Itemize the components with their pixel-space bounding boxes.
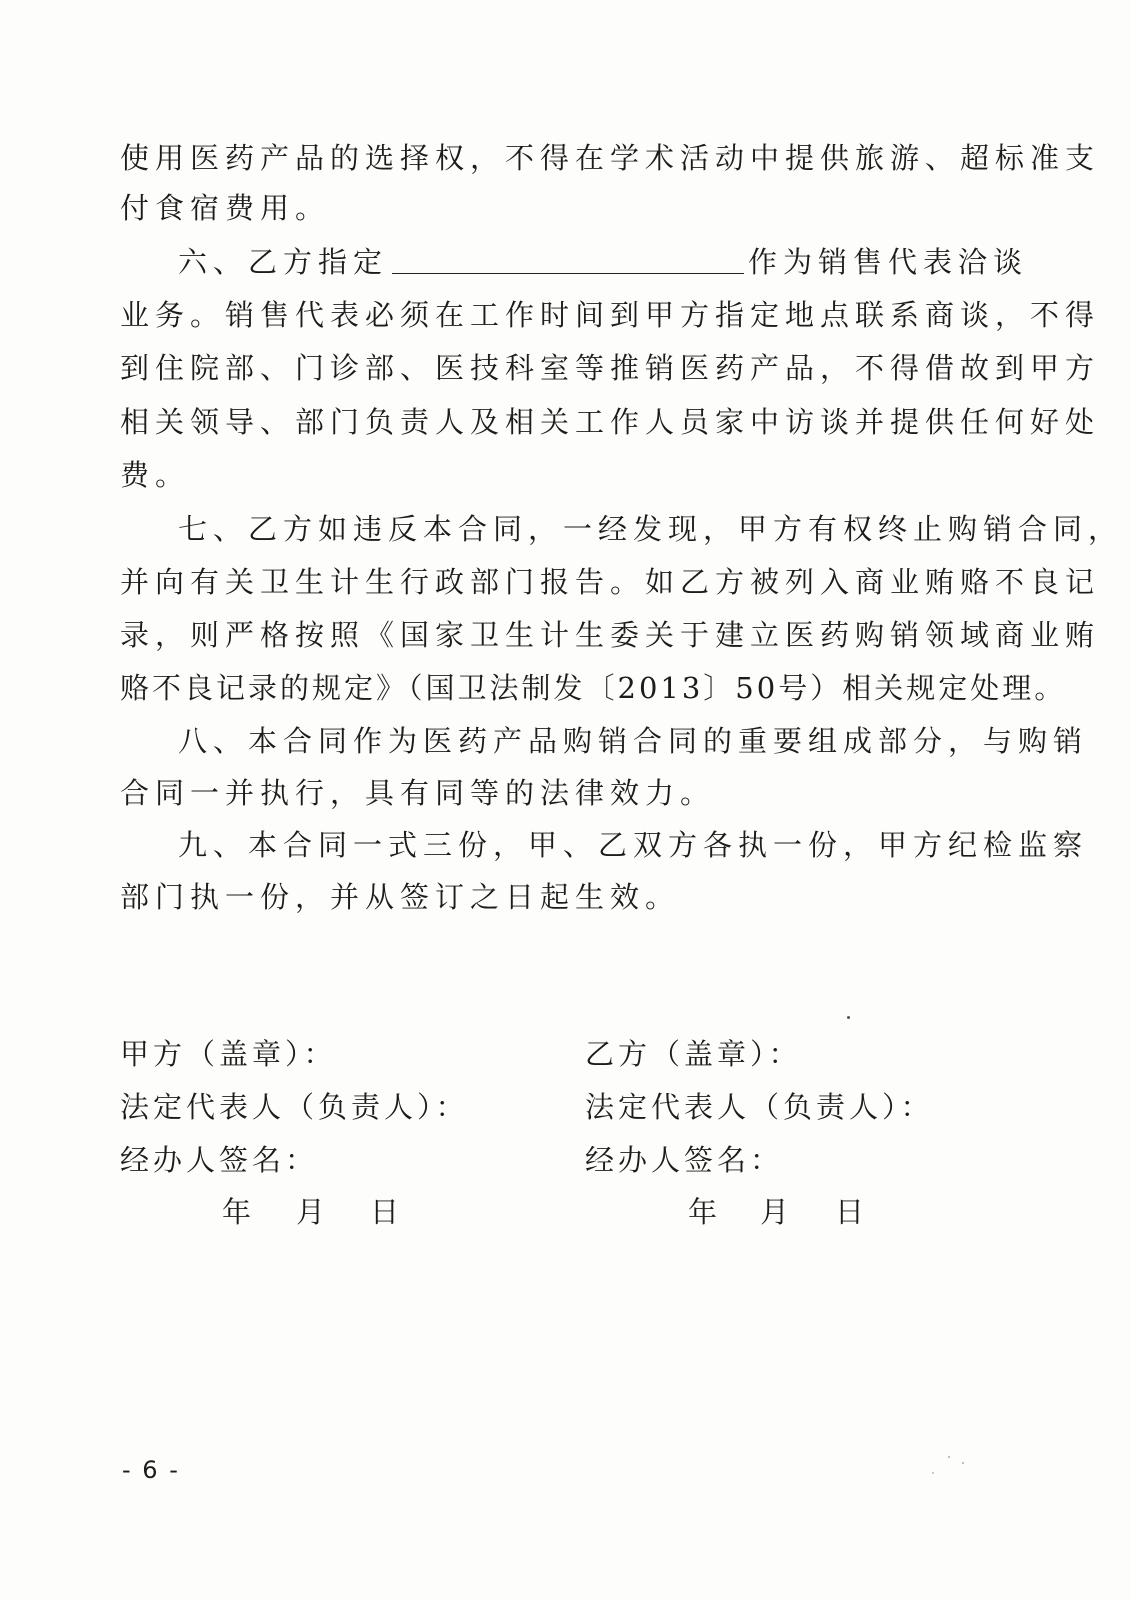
scan-speck xyxy=(962,1462,964,1464)
paragraph-5-line-2: 付食宿费用。 xyxy=(120,191,331,225)
paragraph-6-line-1 xyxy=(178,237,1029,287)
paragraph-7-line-2: 并向有关卫生计生行政部门报告。如乙方被列入商业贿赂不良记 xyxy=(120,565,1101,599)
paragraph-7-line-4: 赂不良记录的规定》（国卫法制发〔2013〕50号）相关规定处理。 xyxy=(120,671,1067,705)
party-b-date-month: 月 xyxy=(760,1195,790,1229)
paragraph-6-line-4: 相关领导、部门负责人及相关工作人员家中访谈并提供任何好处 xyxy=(120,405,1101,439)
paragraph-6-line-2: 业务。销售代表必须在工作时间到甲方指定地点联系商谈，不得 xyxy=(120,298,1101,332)
party-b-representative-label: 法定代表人（负责人）： xyxy=(585,1090,934,1124)
paragraph-8-line-1: 八、本合同作为医药产品购销合同的重要组成部分，与购销 xyxy=(178,724,1089,758)
paragraph-8-line-2: 合同一并执行，具有同等的法律效力。 xyxy=(120,776,716,810)
paragraph-7-line-3: 录，则严格按照《国家卫生计生委关于建立医药购销领域商业贿 xyxy=(120,618,1101,652)
party-a-seal-label: 甲方（盖章）： xyxy=(120,1037,337,1071)
party-b-date-year: 年 xyxy=(688,1195,718,1229)
paragraph-5-line-1: 使用医药产品的选择权，不得在学术活动中提供旅游、超标准支 xyxy=(120,141,1101,175)
paragraph-9-line-2: 部门执一份，并从签订之日起生效。 xyxy=(120,880,681,914)
page-number: - 6 - xyxy=(122,1456,180,1484)
paragraph-7-line-1: 七、乙方如违反本合同，一经发现，甲方有权终止购销合同， xyxy=(178,512,1124,546)
paragraph-6-suffix: 作为销售代表洽谈 xyxy=(748,245,1029,279)
party-a-representative-label: 法定代表人（负责人）： xyxy=(120,1090,469,1124)
party-a-date-day: 日 xyxy=(370,1195,400,1229)
paragraph-9-line-1: 九、本合同一式三份，甲、乙双方各执一份，甲方纪检监察 xyxy=(178,828,1089,862)
paragraph-6-line-5: 费。 xyxy=(120,458,191,492)
paragraph-6-prefix: 六、乙方指定 xyxy=(178,245,389,279)
party-b-date-day: 日 xyxy=(835,1195,865,1229)
sales-rep-blank-field[interactable] xyxy=(392,243,744,274)
scan-speck xyxy=(948,1456,950,1458)
party-a-handler-signature-label: 经办人签名： xyxy=(120,1143,319,1177)
party-a-date-year: 年 xyxy=(222,1195,252,1229)
party-b-handler-signature-label: 经办人签名： xyxy=(585,1143,784,1177)
scan-speck xyxy=(932,1472,934,1474)
paragraph-6-line-3: 到住院部、门诊部、医技科室等推销医药产品，不得借故到甲方 xyxy=(120,351,1101,385)
party-b-seal-label: 乙方（盖章）： xyxy=(585,1037,802,1071)
scan-speck xyxy=(847,1016,850,1019)
party-a-date-month: 月 xyxy=(296,1195,326,1229)
